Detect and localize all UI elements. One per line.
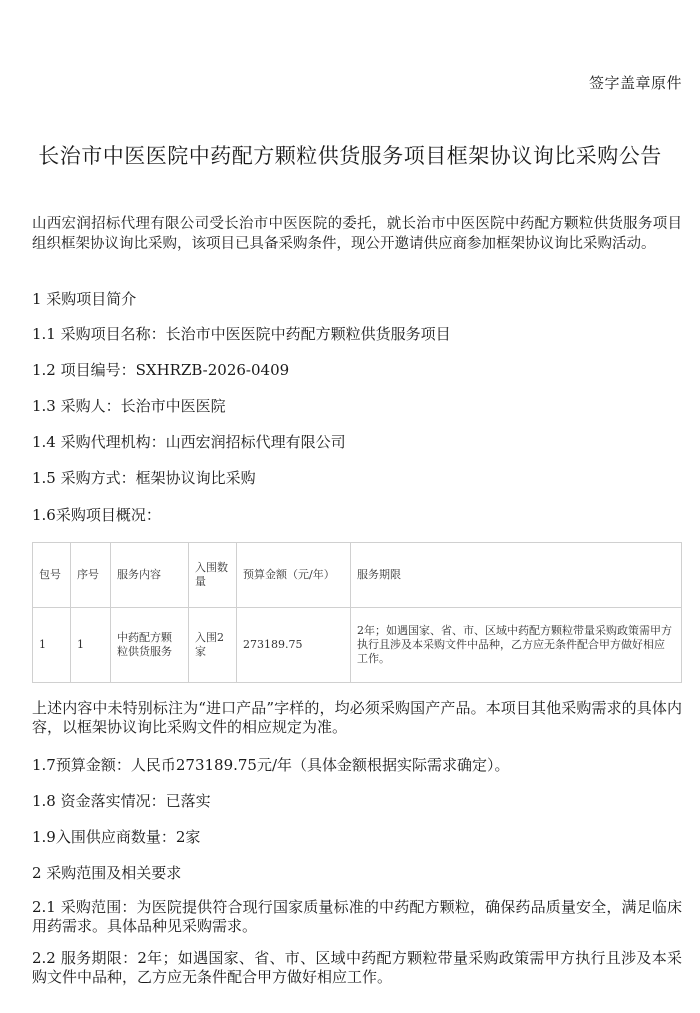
table-cell-package: 1 (33, 608, 71, 683)
section2-heading: 2 采购范围及相关要求 (32, 864, 182, 882)
table-header-cell: 预算金额（元/年） (237, 543, 351, 608)
after-table-note: 上述内容中未特别标注为“进口产品”字样的，均必须采购国产产品。本项目其他采购需求的具体内容，以框架协议询比采购文件的相应规定为准。 (32, 699, 682, 736)
table-header-cell: 服务期限 (351, 543, 682, 608)
table-cell-service: 中药配方颗粒供货服务 (111, 608, 189, 683)
item-overview: 1.6采购项目概况： (32, 506, 161, 524)
item-method: 1.5 采购方式：框架协议询比采购 (32, 469, 256, 487)
item-supplier-count: 1.9入围供应商数量：2家 (32, 828, 201, 846)
table-header-cell: 包号 (33, 543, 71, 608)
table-cell-period: 2年；如遇国家、省、市、区域中药配方颗粒带量采购政策需甲方执行且涉及本采购文件中品种，乙方应无条件配合甲方做好相应工作。 (351, 608, 682, 683)
section1-heading: 1 采购项目简介 (32, 290, 137, 308)
table-cell-seq: 1 (71, 608, 111, 683)
table-row (33, 608, 682, 683)
table-header-cell: 序号 (71, 543, 111, 608)
item-scope: 2.1 采购范围：为医院提供符合现行国家质量标准的中药配方颗粒，确保药品质量安全，满足临床用药需求。具体品种见采购需求。 (32, 898, 682, 935)
table-cell-budget: 273189.75 (237, 608, 351, 683)
item-project-number: 1.2 项目编号：SXHRZB-2026-0409 (32, 361, 290, 379)
procurement-table (32, 542, 682, 683)
table-header-cell: 入围数量 (189, 543, 237, 608)
table-header-row (33, 543, 682, 608)
intro-paragraph: 山西宏润招标代理有限公司受长治市中医医院的委托，就长治市中医医院中药配方颗粒供货服务项目组织框架协议询比采购，该项目已具备采购条件，现公开邀请供应商参加框架协议询比采购活动。 (32, 216, 682, 252)
item-project-name: 1.1 采购项目名称：长治市中医医院中药配方颗粒供货服务项目 (32, 325, 451, 343)
item-funds: 1.8 资金落实情况：已落实 (32, 792, 211, 810)
item-service-period: 2.2 服务期限：2年；如遇国家、省、市、区域中药配方颗粒带量采购政策需甲方执行且涉及本采购文件中品种，乙方应无条件配合甲方做好相应工作。 (32, 949, 682, 986)
item-purchaser: 1.3 采购人：长治市中医医院 (32, 397, 226, 415)
table-cell-count: 入围2家 (189, 608, 237, 683)
document-title: 长治市中医医院中药配方颗粒供货服务项目框架协议询比采购公告 (38, 144, 662, 168)
table-header-cell: 服务内容 (111, 543, 189, 608)
item-agency: 1.4 采购代理机构：山西宏润招标代理有限公司 (32, 433, 346, 451)
item-budget: 1.7预算金额：人民币273189.75元/年（具体金额根据实际需求确定）。 (32, 756, 510, 774)
stamp-note: 签字盖章原件 (588, 74, 682, 92)
